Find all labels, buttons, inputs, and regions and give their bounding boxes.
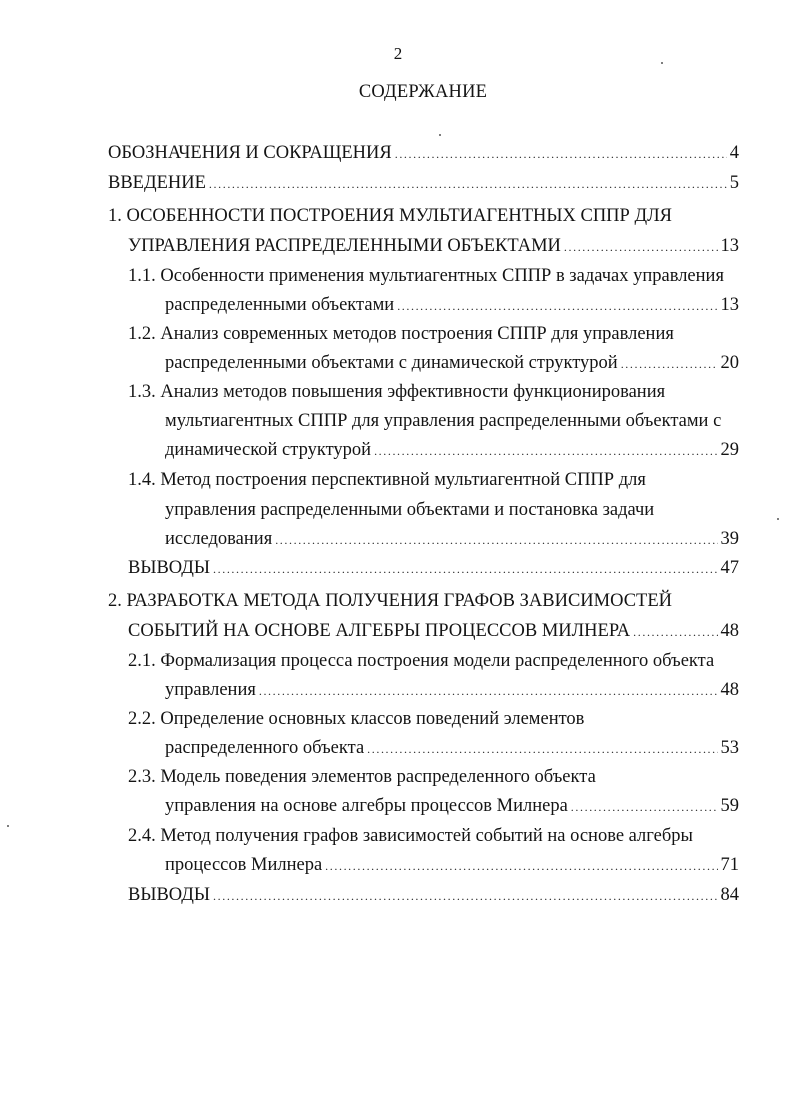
toc-page-number: 4 xyxy=(729,143,739,163)
scan-speck xyxy=(661,62,663,64)
toc-entry-text: динамической структурой xyxy=(165,440,372,460)
scan-speck xyxy=(777,518,779,520)
toc-leader-dots xyxy=(213,554,717,584)
toc-page-number: 47 xyxy=(720,558,739,578)
toc-entry-text: распределенного объекта xyxy=(165,738,365,758)
toc-leader-dots xyxy=(564,232,718,262)
toc-section-2-3[interactable] xyxy=(165,791,739,821)
toc-leader-dots xyxy=(621,349,718,379)
page-number: 2 xyxy=(393,44,403,63)
toc-entry-text: ВЫВОДЫ xyxy=(128,885,211,905)
toc-title: СОДЕРЖАНИЕ xyxy=(358,82,488,102)
toc-chapter-1-line-1[interactable]: 1. ОСОБЕННОСТИ ПОСТРОЕНИЯ МУЛЬТИАГЕНТНЫХ СППР ДЛЯ xyxy=(108,206,672,226)
toc-section-1-2[interactable] xyxy=(165,348,739,378)
toc-entry-abbreviations[interactable] xyxy=(108,138,739,168)
toc-section-2-2-line-1[interactable]: 2.2. Определение основных классов поведений элементов xyxy=(128,709,585,729)
toc-entry-introduction[interactable] xyxy=(108,168,739,198)
toc-section-2-3-line-1[interactable]: 2.3. Модель поведения элементов распределенного объекта xyxy=(128,767,596,787)
toc-entry-text: УПРАВЛЕНИЯ РАСПРЕДЕЛЕННЫМИ ОБЪЕКТАМИ xyxy=(128,236,561,256)
toc-conclusions-2[interactable] xyxy=(128,880,739,910)
toc-page-number: 13 xyxy=(720,236,739,256)
scan-speck xyxy=(439,134,441,136)
toc-section-1-1-line-1[interactable]: 1.1. Особенности применения мультиагентных СППР в задачах управления xyxy=(128,266,724,286)
toc-section-1-3-line-1[interactable]: 1.3. Анализ методов повышения эффективности функционирования xyxy=(128,382,666,402)
toc-section-1-1[interactable] xyxy=(165,290,739,320)
toc-section-2-2[interactable] xyxy=(165,733,739,763)
toc-page-number: 5 xyxy=(729,173,739,193)
toc-section-1-2-line-1[interactable]: 1.2. Анализ современных методов построения СППР для управления xyxy=(128,324,674,344)
toc-leader-dots xyxy=(209,169,727,199)
toc-page-number: 20 xyxy=(720,353,739,373)
toc-chapter-1[interactable] xyxy=(128,231,739,261)
toc-leader-dots xyxy=(633,617,717,647)
toc-leader-dots xyxy=(213,881,717,911)
toc-entry-text: СОБЫТИЙ НА ОСНОВЕ АЛГЕБРЫ ПРОЦЕССОВ МИЛНЕРА xyxy=(128,621,631,641)
toc-chapter-2[interactable] xyxy=(128,616,739,646)
toc-section-1-3[interactable] xyxy=(165,435,739,465)
toc-leader-dots xyxy=(395,139,727,169)
toc-page-number: 84 xyxy=(720,885,739,905)
toc-page-number: 71 xyxy=(720,855,739,875)
toc-page-number: 39 xyxy=(720,529,739,549)
toc-section-2-1-line-1[interactable]: 2.1. Формализация процесса построения модели распределенного объекта xyxy=(128,651,715,671)
toc-section-1-4-line-1[interactable]: 1.4. Метод построения перспективной мультиагентной СППР для xyxy=(128,470,646,490)
toc-page-number: 13 xyxy=(720,295,739,315)
toc-entry-text: ВЫВОДЫ xyxy=(128,558,211,578)
toc-entry-text: управления на основе алгебры процессов Милнера xyxy=(165,796,568,816)
toc-chapter-2-line-1[interactable]: 2. РАЗРАБОТКА МЕТОДА ПОЛУЧЕНИЯ ГРАФОВ ЗАВИСИМОСТЕЙ xyxy=(108,591,672,611)
toc-section-2-4-line-1[interactable]: 2.4. Метод получения графов зависимостей событий на основе алгебры xyxy=(128,826,693,846)
toc-section-1-4-line-2[interactable]: управления распределенными объектами и постановка задачи xyxy=(165,500,655,520)
toc-section-2-4[interactable] xyxy=(165,850,739,880)
toc-section-1-3-line-2[interactable]: мультиагентных СППР для управления распределенными объектами с xyxy=(165,411,722,431)
toc-section-2-1[interactable] xyxy=(165,675,739,705)
toc-leader-dots xyxy=(374,436,717,466)
toc-entry-text: ОБОЗНАЧЕНИЯ И СОКРАЩЕНИЯ xyxy=(108,143,392,163)
toc-leader-dots xyxy=(259,676,718,706)
toc-leader-dots xyxy=(367,734,717,764)
toc-leader-dots xyxy=(325,851,717,881)
toc-page-number: 59 xyxy=(720,796,739,816)
toc-entry-text: исследования xyxy=(165,529,273,549)
toc-entry-text: управления xyxy=(165,680,256,700)
toc-entry-text: процессов Милнера xyxy=(165,855,323,875)
toc-entry-text: распределенными объектами с динамической структурой xyxy=(165,353,618,373)
toc-leader-dots xyxy=(397,291,717,321)
toc-page-number: 48 xyxy=(720,680,739,700)
toc-entry-text: распределенными объектами xyxy=(165,295,395,315)
toc-page-number: 48 xyxy=(720,621,739,641)
scan-speck xyxy=(7,825,9,827)
toc-leader-dots xyxy=(275,525,717,555)
toc-page-number: 53 xyxy=(720,738,739,758)
toc-entry-text: ВВЕДЕНИЕ xyxy=(108,173,206,193)
toc-section-1-4[interactable] xyxy=(165,524,739,554)
toc-page-number: 29 xyxy=(720,440,739,460)
toc-conclusions-1[interactable] xyxy=(128,553,739,583)
toc-leader-dots xyxy=(571,792,718,822)
